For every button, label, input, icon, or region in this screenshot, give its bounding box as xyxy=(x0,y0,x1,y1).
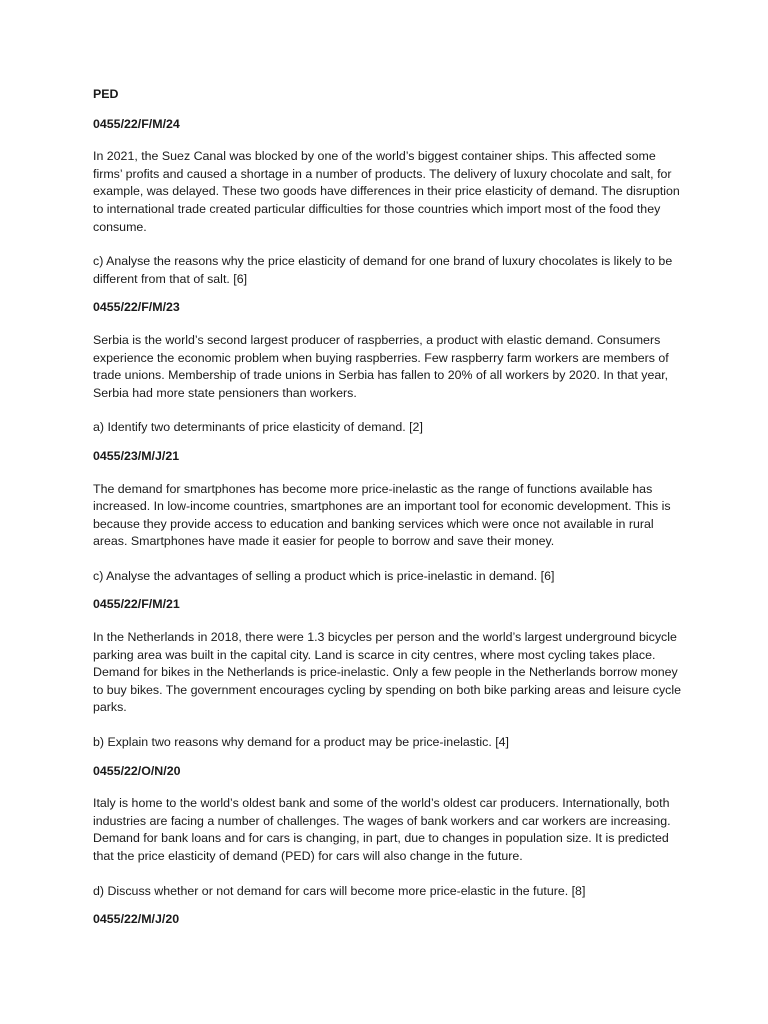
question-text: b) Explain two reasons why demand for a product may be price-inelastic. [4] xyxy=(93,735,509,750)
document-title: PED xyxy=(93,87,119,101)
question-text: a) Identify two determinants of price elasticity of demand. [2] xyxy=(93,420,423,435)
question-code: 0455/22/O/N/20 xyxy=(93,763,181,778)
question-code: 0455/22/F/M/21 xyxy=(93,597,180,612)
case-study-text: Italy is home to the world’s oldest bank and some of the world’s oldest car producers. Internationally, both industries are facing a number of challenges. The wages of bank workers and car workers are increasing. Demand for bank loans and for cars is changing, in part, due to changes in population size. It is predicted that the price elasticity of demand (PED) for cars will also change in the future. xyxy=(93,796,671,863)
case-study-text: In the Netherlands in 2018, there were 1.3 bicycles per person and the world’s largest underground bicycle parking area was built in the capital city. Land is scarce in city centres, where most cycling takes place. Demand for bikes in the Netherlands is price-inelastic. Only a few people in the Netherlands borrow money to buy bikes. The government encourages cycling by spending on both bike parking areas and leisure cycle parks. xyxy=(93,630,681,715)
question-text: d) Discuss whether or not demand for cars will become more price-elastic in the future. [8] xyxy=(93,883,586,898)
case-study-text: The demand for smartphones has become more price-inelastic as the range of functions available has increased. In low-income countries, smartphones are an important tool for economic development. This is because they provide access to education and banking services which were once not available in rural areas. Smartphones have made it easier for people to borrow and save their money. xyxy=(93,481,671,549)
document-page xyxy=(93,86,683,944)
case-study-text: Serbia is the world’s second largest producer of raspberries, a product with elastic demand. Consumers experience the economic problem when buying raspberries. Few raspberry farm workers are members of trade unions. Membership of trade unions in Serbia has fallen to 20% of all workers by 2020. In that year, Serbia had more state pensioners than workers. xyxy=(93,332,669,400)
question-code: 0455/22/F/M/23 xyxy=(93,300,180,315)
case-study-text: In 2021, the Suez Canal was blocked by one of the world’s biggest container ships. This affected some firms’ profits and caused a shortage in a number of products. The delivery of luxury chocolate and salt, for example, was delayed. These two goods have differences in their price elasticity of demand. The disruption to international trade created particular difficulties for those countries which import most of the food they consume. xyxy=(93,149,680,234)
question-text: c) Analyse the reasons why the price elasticity of demand for one brand of luxury chocolates is likely to be different from that of salt. [6] xyxy=(93,254,673,286)
question-code: 0455/23/M/J/21 xyxy=(93,448,180,463)
question-code: 0455/22/F/M/24 xyxy=(93,116,180,131)
question-text: c) Analyse the advantages of selling a product which is price-inelastic in demand. [6] xyxy=(93,568,555,583)
question-code: 0455/22/M/J/20 xyxy=(93,912,180,927)
